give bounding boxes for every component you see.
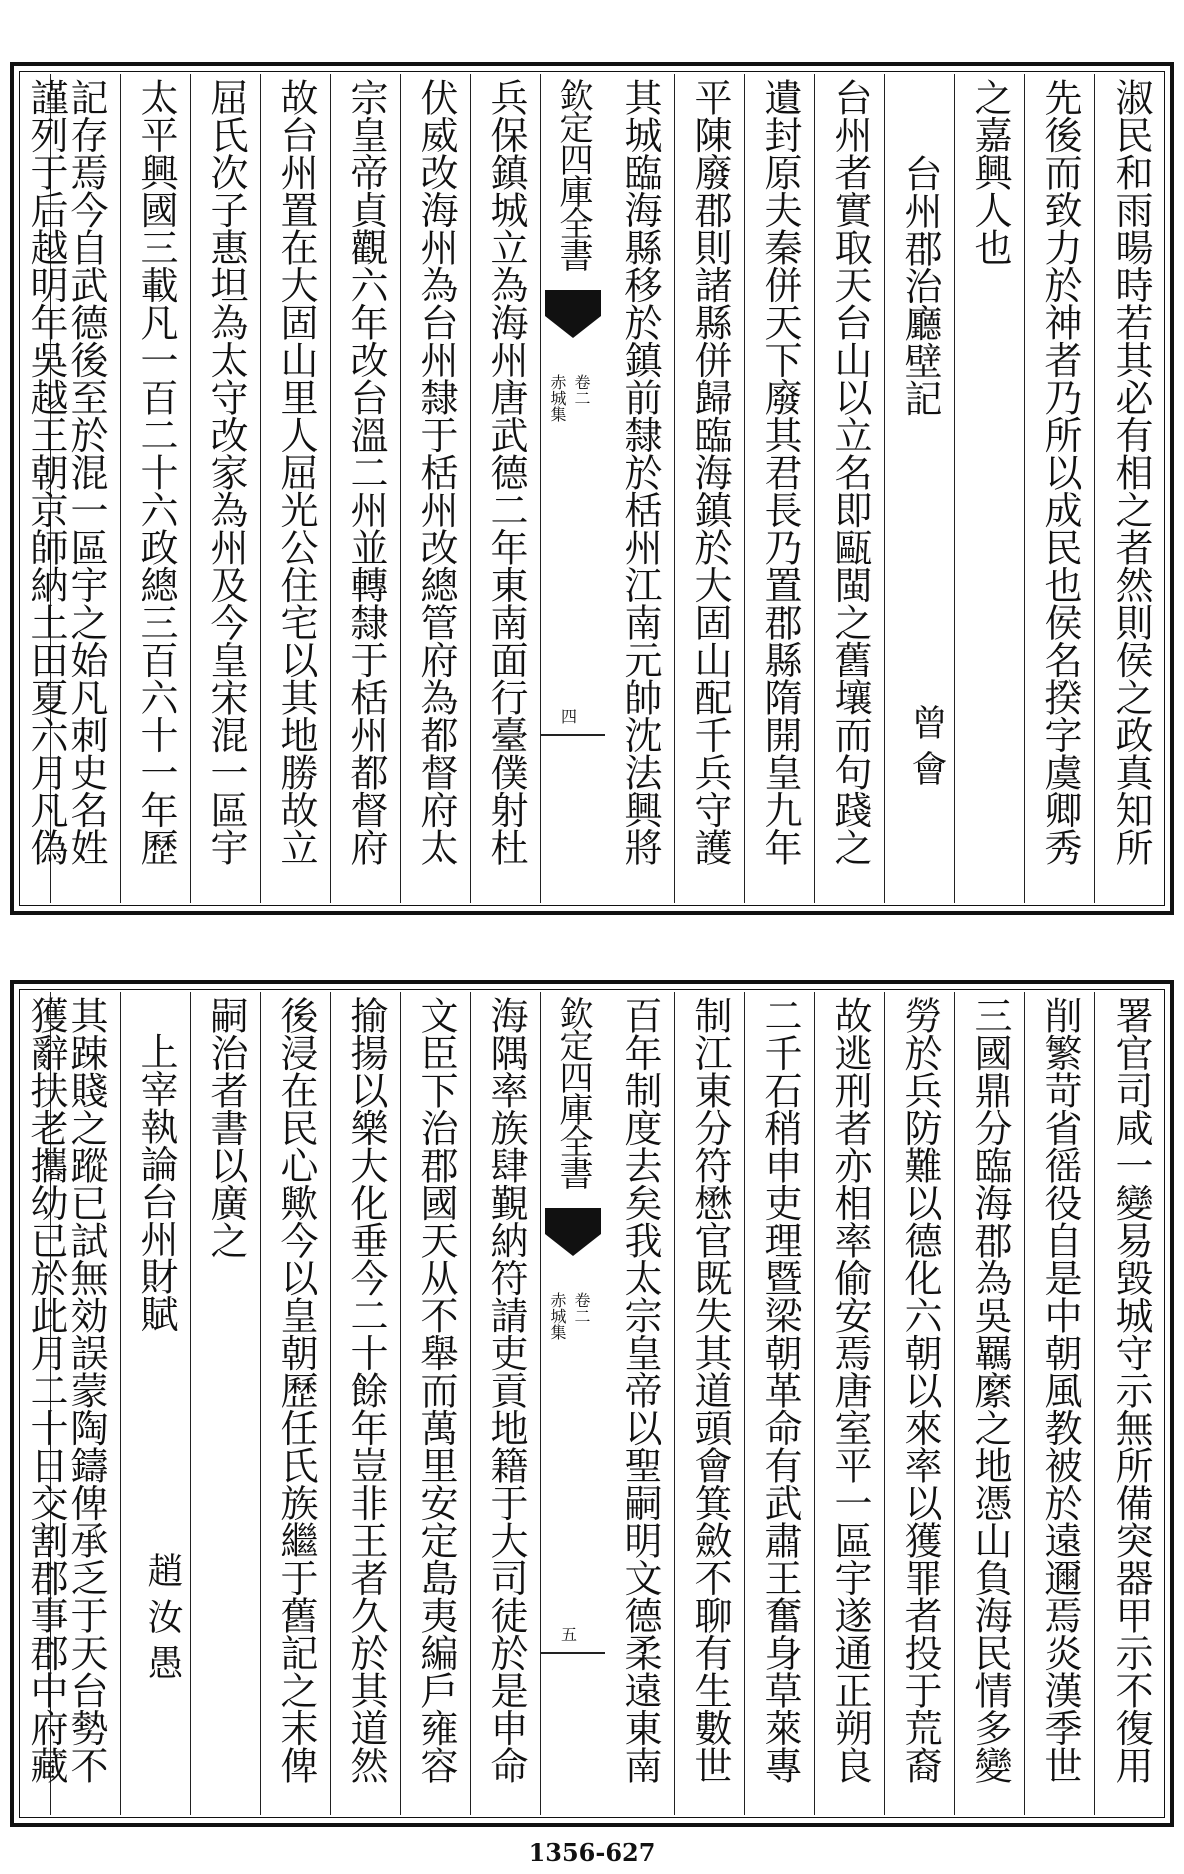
column-text: 其踈賤之蹤已試無効誤蒙陶鑄俾承乏于天台勢不 — [64, 996, 108, 1784]
column-text: 勞於兵防難以德化六朝以來率以獲罪者投于荒裔 — [898, 996, 942, 1784]
fish-tail-mark — [545, 1234, 601, 1256]
column-text: 文臣下治郡國天从不舉而萬里安定島夷編戶雍容 — [414, 996, 458, 1784]
column-text: 百年制度去矣我太宗皇帝以聖嗣明文德柔遠東南 — [618, 996, 662, 1784]
column — [330, 992, 401, 1815]
column-text: 淑民和雨暘時若其必有相之者然則侯之政真知所 — [1109, 78, 1153, 866]
column — [604, 74, 675, 903]
fish-tail-mark — [545, 1208, 601, 1234]
column — [190, 992, 261, 1815]
column-text: 遺封原夫秦併天下廢其君長乃置郡縣隋開皇九年 — [758, 78, 802, 866]
fish-tail-mark — [545, 316, 601, 338]
column — [1024, 992, 1095, 1815]
column — [884, 992, 955, 1815]
column-text: 台州者實取天台山以立名即甌閩之舊壤而句踐之 — [828, 78, 872, 866]
fold-volume: 卷二 — [572, 1292, 591, 1324]
column — [400, 74, 471, 903]
column-text: 屈氏次子惠坦為太守改家為州及今皇宋混一區宇 — [204, 78, 248, 866]
section-title: 上宰執論台州財賦 — [134, 1032, 178, 1332]
column — [0, 74, 68, 903]
column-text: 獲辭扶老攜幼已於此月二十日交割郡事郡中府藏 — [24, 996, 68, 1784]
column-text: 二千石稍申吏理暨梁朝革命有武肅王奮身草萊專 — [758, 996, 802, 1784]
fold-line — [541, 1652, 605, 1654]
fold-volume: 卷二 — [572, 374, 591, 406]
fold-title: 欽定四庫全書 — [553, 996, 593, 1188]
column-text: 後浸在民心歟今以皇朝歷任氏族繼于舊記之末俾 — [274, 996, 318, 1784]
author: 曾會 — [906, 704, 947, 796]
column — [470, 992, 541, 1815]
column — [1094, 74, 1167, 903]
column — [1094, 992, 1167, 1815]
fold-page-number: 五 — [561, 1625, 578, 1644]
column-text: 故逃刑者亦相率偷安焉唐室平一區宇遂通正朔良 — [828, 996, 872, 1784]
section-title: 台州郡治廳壁記 — [898, 154, 942, 417]
column — [954, 74, 1025, 903]
column-text: 制江東分符懋官既失其道頭會箕斂不聊有生數世 — [688, 996, 732, 1784]
column — [190, 74, 261, 903]
column-text: 其城臨海縣移於鎮前隸於栝州江南元帥沈法興將 — [618, 78, 662, 866]
column — [260, 74, 331, 903]
fold-title: 欽定四庫全書 — [553, 78, 593, 270]
column-text: 嗣治者書以廣之 — [204, 996, 248, 1259]
fold-line — [541, 734, 605, 736]
bottom-page — [10, 980, 1174, 1827]
column-text: 謹列于后越明年吳越王朝京師納土田夏六月凡偽 — [24, 78, 68, 866]
column — [470, 74, 541, 903]
fold-book-name: 赤城集 — [548, 1292, 567, 1340]
author: 趙汝愚 — [142, 1552, 183, 1690]
column-text: 海隅率族肆覲納符請吏貢地籍于大司徒於是申命 — [484, 996, 528, 1784]
column-text: 宗皇帝貞觀六年改台溫二州並轉隸于栝州都督府 — [344, 78, 388, 866]
column-text: 三國鼎分臨海郡為吳羈縻之地憑山負海民情多變 — [968, 996, 1012, 1784]
column — [744, 74, 815, 903]
column-text: 削繁苛省徭役自是中朝風教被於遠邇焉炎漢季世 — [1038, 996, 1082, 1784]
top-page — [10, 62, 1174, 915]
page-footer-number: 1356-627 — [528, 1838, 656, 1867]
column-text: 揄揚以樂大化垂今二十餘年豈非王者久於其道然 — [344, 996, 388, 1784]
column — [954, 992, 1025, 1815]
column — [400, 992, 471, 1815]
column — [814, 74, 885, 903]
column — [674, 74, 745, 903]
column — [330, 74, 401, 903]
fold-center — [540, 992, 605, 1815]
fish-tail-mark — [545, 290, 601, 316]
column-text: 署官司咸一變易毀城守示無所備突器甲示不復用 — [1109, 996, 1153, 1784]
column-text: 太平興國三載凡一百二十六政總三百六十一年歷 — [134, 78, 178, 866]
column-text: 伏威改海州為台州隸于栝州改總管府為都督府太 — [414, 78, 458, 866]
fold-page-number: 四 — [561, 707, 578, 726]
column — [884, 74, 955, 903]
column — [744, 992, 815, 1815]
column — [604, 992, 675, 1815]
column-text: 記存焉今自武德後至於混一區宇之始凡刺史名姓 — [64, 78, 108, 866]
column-text: 之嘉興人也 — [968, 78, 1012, 266]
column — [260, 992, 331, 1815]
column — [120, 992, 191, 1815]
column — [1024, 74, 1095, 903]
fold-book-name: 赤城集 — [548, 374, 567, 422]
column-text: 平陳廢郡則諸縣併歸臨海鎮於大固山配千兵守護 — [688, 78, 732, 866]
column — [814, 992, 885, 1815]
column-text: 先後而致力於神者乃所以成民也侯名揆字虞卿秀 — [1038, 78, 1082, 866]
column — [674, 992, 745, 1815]
column — [0, 992, 68, 1815]
column-text: 故台州置在大固山里人屈光公住宅以其地勝故立 — [274, 78, 318, 866]
fold-center — [540, 74, 605, 903]
column — [120, 74, 191, 903]
column-text: 兵保鎮城立為海州唐武德二年東南面行臺僕射杜 — [484, 78, 528, 866]
